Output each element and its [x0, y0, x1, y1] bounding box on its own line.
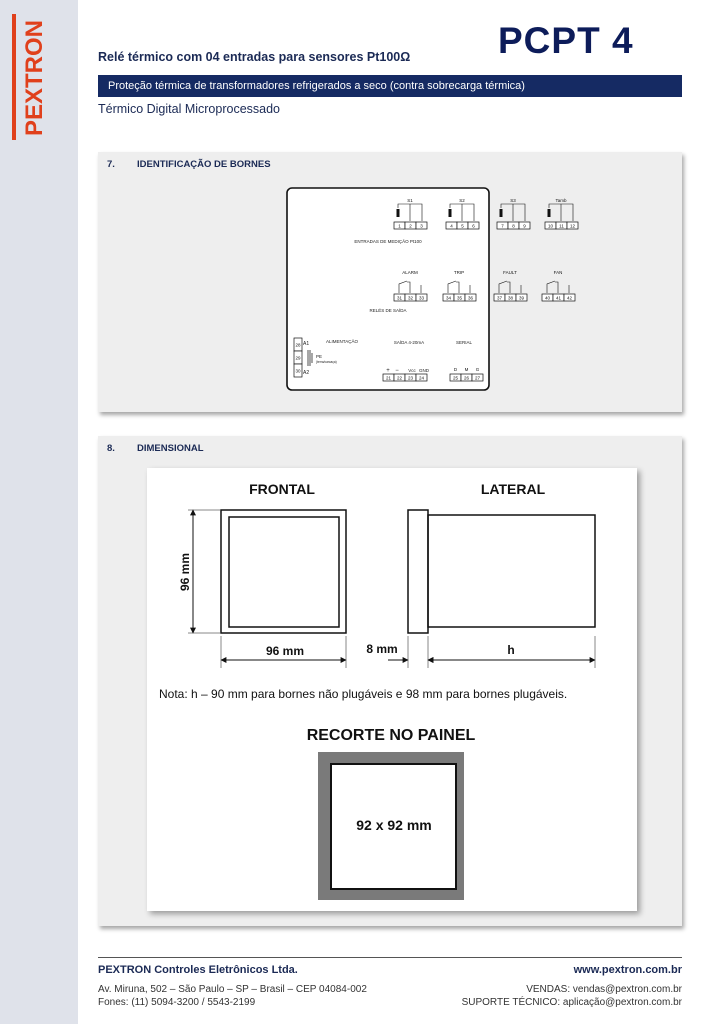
sensor-label: S1	[407, 198, 413, 203]
power-a1: A1	[303, 341, 310, 347]
serial-pin-label: M	[464, 367, 469, 372]
analog-terminal-label: 23	[407, 375, 414, 381]
serial-pin-label: G	[475, 367, 480, 372]
relay-label: ALARM	[402, 270, 418, 275]
sensor-label: S3	[510, 198, 516, 203]
footer-website[interactable]: www.pextron.com.br	[573, 964, 682, 976]
footer-divider	[98, 957, 682, 958]
dimension-note: Nota: h – 90 mm para bornes não plugáveis e 98 mm para bornes plugáveis.	[159, 687, 568, 701]
sensor-terminal-label: 6	[472, 223, 475, 229]
relay-terminal-label: 40	[544, 295, 551, 301]
sensor-terminal-label: 3	[420, 223, 423, 229]
analog-gnd: GND	[419, 368, 429, 373]
relay-terminal-label: 36	[467, 295, 474, 301]
relay-contact-icon	[547, 281, 555, 293]
sensor-label: Tamb	[555, 198, 567, 203]
power-terminal-label: 28	[295, 342, 301, 348]
depth-label: h	[507, 643, 515, 657]
serial-terminal-label: 26	[463, 375, 470, 381]
relay-label: FAN	[553, 270, 563, 275]
relay-label: FAULT	[503, 270, 517, 275]
footer-support[interactable]: SUPORTE TÉCNICO: aplicação@pextron.com.br	[461, 997, 682, 1008]
footer-sales[interactable]: VENDAS: vendas@pextron.com.br	[526, 984, 682, 995]
relay-terminal-label: 38	[507, 295, 514, 301]
sensor-terminal-label: 4	[450, 223, 453, 229]
inputs-label: ENTRADAS DE MEDIÇÃO Pt100	[354, 239, 422, 244]
relay-terminal-label: 41	[555, 295, 562, 301]
sensor-terminal-label: 10	[547, 223, 554, 229]
cutout-title: RECORTE NO PAINEL	[306, 727, 476, 744]
relay-label: TRIP	[453, 270, 465, 275]
relay-terminal-label: 42	[566, 295, 573, 301]
serial-terminal-label: 27	[474, 375, 481, 381]
sidebar	[0, 0, 78, 1024]
sensor-terminal-label: 8	[512, 223, 515, 229]
power-pe: PE	[316, 354, 323, 359]
pt100-sensor-icon	[548, 209, 551, 217]
product-name: PCPT 4	[498, 20, 634, 61]
serial-label: SERIAL	[455, 340, 473, 345]
depth-front-label: 8 mm	[366, 642, 398, 656]
section-8-title: DIMENSIONAL	[137, 443, 204, 454]
relay-terminal-label: 31	[396, 295, 403, 301]
section-dimensional	[98, 436, 682, 926]
analog-plus: +	[386, 368, 390, 374]
sensor-terminal-label: 5	[461, 223, 464, 229]
serial-pin-label: D	[453, 367, 458, 372]
height-label: 96 mm	[178, 552, 192, 592]
sensor-terminal-label: 9	[523, 223, 526, 229]
footer-contact-block	[462, 983, 682, 1009]
power-pe-sub: (terra/carcaça)	[316, 360, 337, 364]
relay-terminal-label: 33	[418, 295, 425, 301]
cutout-label: 92 x 92 mm	[356, 817, 432, 833]
power-a2: A2	[303, 370, 310, 376]
power-label: ALIMENTAÇÃO	[326, 339, 358, 344]
analog-terminal-label: 22	[396, 375, 403, 381]
analog-terminal-label: 21	[385, 375, 392, 381]
analog-terminal-label: 24	[418, 375, 425, 381]
footer-phones: Fones: (11) 5094-3200 / 5543-2199	[98, 997, 256, 1008]
header-banner: Proteção térmica de transformadores refrigerados a seco (contra sobrecarga térmica)	[98, 75, 682, 97]
relay-terminal-label: 37	[496, 295, 503, 301]
footer-address: Av. Miruna, 502 – São Paulo – SP – Brasil – CEP 04084-002	[98, 984, 367, 995]
document-subtitle: Térmico Digital Microprocessado	[98, 102, 281, 116]
relay-terminal-label: 32	[407, 295, 414, 301]
frontal-label: FRONTAL	[249, 481, 315, 497]
relays-label: RELÉS DE SAÍDA	[369, 308, 407, 313]
footer-company: PEXTRON Controles Eletrônicos Ltda.	[98, 964, 298, 976]
footer-address-block	[98, 983, 367, 1009]
logo-text: PEXTRON	[21, 19, 48, 136]
power-terminal-label: 29	[295, 355, 301, 361]
sensor-label: S2	[459, 198, 465, 203]
sensor-terminal-label: 1	[398, 223, 401, 229]
sensor-terminal-label: 12	[569, 223, 576, 229]
section-7-number: 7.	[107, 159, 115, 170]
relay-terminal-label: 39	[518, 295, 525, 301]
section-terminals	[98, 152, 682, 412]
sensor-terminal-label: 7	[501, 223, 504, 229]
relay-contact-icon	[499, 281, 507, 293]
width-label: 96 mm	[265, 644, 305, 658]
terminal-diagram	[98, 152, 682, 412]
pt100-sensor-icon	[500, 209, 503, 217]
sensor-terminal-label: 11	[559, 223, 564, 229]
analog-label: SAÍDA 4-20mA	[393, 340, 425, 345]
sensor-terminal-label: 2	[409, 223, 412, 229]
document-title: Relé térmico com 04 entradas para sensores Pt100Ω	[98, 50, 411, 64]
analog-vcc: Vcc	[408, 368, 416, 373]
section-8-number: 8.	[107, 443, 115, 454]
pt100-sensor-icon	[449, 209, 452, 217]
relay-terminal-label: 35	[456, 295, 463, 301]
power-terminal-label: 30	[295, 368, 301, 374]
lateral-label: LATERAL	[480, 481, 546, 497]
pt100-sensor-icon	[397, 209, 400, 217]
relay-terminal-label: 34	[445, 295, 452, 301]
pextron-logo	[10, 14, 54, 140]
dimensional-drawing	[98, 436, 682, 926]
serial-terminal-label: 25	[452, 375, 459, 381]
section-7-title: IDENTIFICAÇÃO DE BORNES	[137, 159, 271, 170]
analog-minus: −	[395, 368, 399, 374]
